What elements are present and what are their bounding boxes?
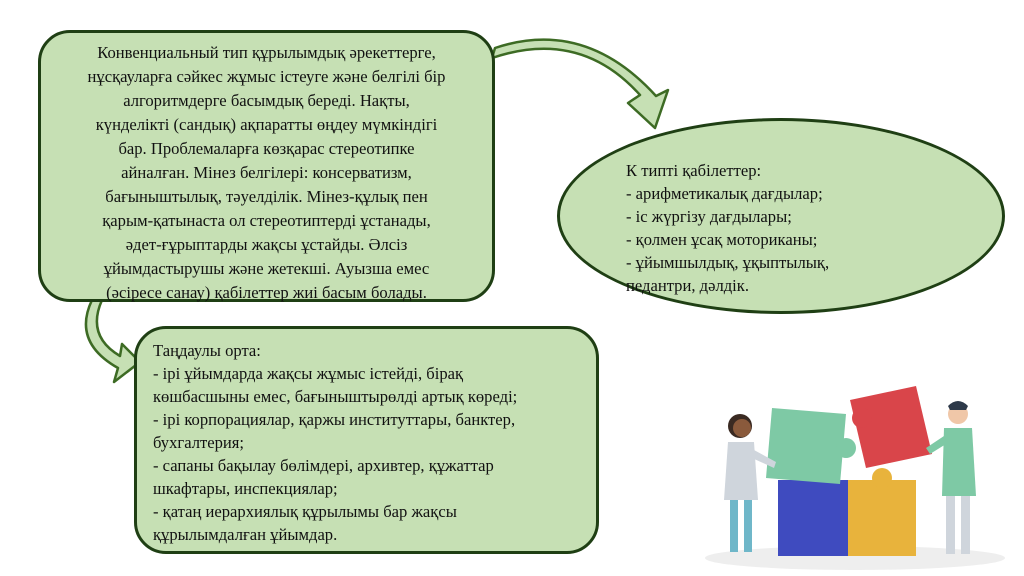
preferred-environment-box <box>134 326 599 554</box>
arrow-main-to-environment <box>86 300 140 382</box>
main-text-line: (әсіресе санау) қабілеттер жиі басым болады. <box>106 283 427 302</box>
puzzle-team-icon <box>700 370 1010 570</box>
abilities-item: - ұйымшылдық, ұқыптылық, <box>626 253 830 272</box>
environment-item: шкафтары, инспекциялар; <box>153 479 338 498</box>
main-text-line: ұйымдастырушы және жетекші. Ауызша емес <box>103 259 430 278</box>
environment-item: - ірі ұйымдарда жақсы жұмыс істейді, бірақ <box>153 364 464 383</box>
environment-title: Таңдаулы орта: <box>153 341 261 360</box>
environment-item: құрылымдалған ұйымдар. <box>153 525 338 544</box>
main-text-line: қарым-қатынаста ол стереотиптерді ұстанады, <box>102 211 431 230</box>
main-text-line: бағыныштылық, тәуелділік. Мінез-құлық пен <box>105 187 428 206</box>
main-text-line: әдет-ғұрыптарды жақсы ұстайды. Әлсіз <box>125 235 408 254</box>
main-text-line: Конвенциальный тип құрылымдық әрекеттерге, <box>97 43 436 62</box>
k-type-abilities-box <box>557 118 1005 314</box>
main-text-line: айналған. Мінез белгілері: консерватизм, <box>121 163 412 182</box>
abilities-item: - қолмен ұсақ моториканы; <box>626 230 818 249</box>
environment-item: - сапаны бақылау бөлімдері, архивтер, құжаттар <box>153 456 494 475</box>
arrow-main-to-abilities <box>492 40 668 128</box>
main-text-line: нұсқауларға сәйкес жұмыс істеуге және белгілі бір <box>87 67 446 86</box>
environment-item: көшбасшыны емес, бағыныштырөлді артық көреді; <box>153 387 518 406</box>
environment-item: - қатаң иерархиялық құрылымы бар жақсы <box>153 502 457 521</box>
main-text-line: бар. Проблемаларға көзқарас стереотипке <box>118 139 415 158</box>
main-text-line: алгоритмдерге басымдық береді. Нақты, <box>123 91 410 110</box>
main-text-line: күнделікті (сандық) ақпаратты өңдеу мүмкіндігі <box>95 115 438 134</box>
conventional-type-description-box <box>38 30 495 302</box>
abilities-item: - арифметикалық дағдылар; <box>626 184 823 203</box>
abilities-item: педантри, дәлдік. <box>626 276 749 295</box>
environment-item: бухгалтерия; <box>153 433 245 452</box>
abilities-item: - іс жүргізу дағдылары; <box>626 207 792 226</box>
abilities-title: К типті қабілеттер: <box>626 161 762 180</box>
environment-item: - ірі корпорациялар, қаржы институттары, банктер, <box>153 410 516 429</box>
